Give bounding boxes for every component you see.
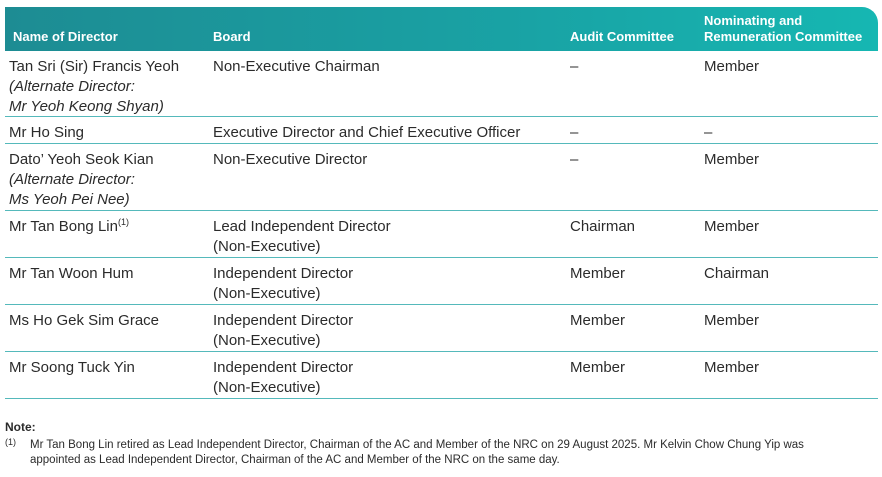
board-role: Lead Independent Director xyxy=(213,218,391,235)
table-row xyxy=(5,352,878,399)
board-role-cell xyxy=(213,358,569,398)
board-role: Independent Director xyxy=(213,312,354,329)
nrc-role: Member xyxy=(704,151,760,168)
board-role: Executive Director and Chief Executive Officer xyxy=(213,124,521,141)
board-role: Non-Executive Director xyxy=(213,151,368,168)
nrc-role: Member xyxy=(704,312,760,329)
table-row xyxy=(5,51,878,117)
table-row xyxy=(5,117,878,144)
director-name: Mr Ho Sing xyxy=(9,124,85,141)
nrc-role: Chairman xyxy=(704,265,770,282)
audit-committee-role: Chairman xyxy=(570,218,636,235)
table-row xyxy=(5,305,878,352)
director-name-cell xyxy=(9,57,209,117)
audit-committee-role: Member xyxy=(570,359,626,376)
footnote-marker: (1) xyxy=(5,437,16,447)
audit-committee-role: Member xyxy=(570,312,626,329)
table-row xyxy=(5,258,878,305)
header-nrc-line2: Remuneration Committee xyxy=(704,29,863,44)
director-name: Mr Soong Tuck Yin xyxy=(9,359,135,376)
alternate-director-name: Ms Yeoh Pei Nee) xyxy=(9,191,130,208)
nrc-role: Member xyxy=(704,58,760,75)
footnote-section xyxy=(5,420,877,468)
nrc-role: Member xyxy=(704,218,760,235)
audit-committee-role: – xyxy=(570,124,579,141)
board-role-qualifier: (Non-Executive) xyxy=(213,379,321,396)
header-nrc-line1: Nominating and xyxy=(704,13,803,28)
header-name-of-director: Name of Director xyxy=(13,29,118,44)
alternate-director-label: (Alternate Director: xyxy=(9,171,135,188)
board-role-qualifier: (Non-Executive) xyxy=(213,285,321,302)
nrc-role: Member xyxy=(704,359,760,376)
audit-committee-role: – xyxy=(570,151,579,168)
director-name: Mr Tan Bong Lin xyxy=(9,218,118,235)
board-role-qualifier: (Non-Executive) xyxy=(213,332,321,349)
header-audit-committee: Audit Committee xyxy=(570,29,674,44)
board-role-qualifier: (Non-Executive) xyxy=(213,238,321,255)
footnote-line1: Mr Tan Bong Lin retired as Lead Independent Director, Chairman of the AC and Member of the NRC on 29 August 2025. Mr Kelvin Chow Chung Yip was xyxy=(30,439,804,451)
note-title: Note: xyxy=(5,420,36,434)
nrc-role: – xyxy=(704,124,713,141)
director-name: Tan Sri (Sir) Francis Yeoh xyxy=(9,58,180,75)
alternate-director-label: (Alternate Director: xyxy=(9,78,135,95)
director-name: Ms Ho Gek Sim Grace xyxy=(9,312,160,329)
header-board: Board xyxy=(213,29,251,44)
footnote xyxy=(5,438,877,468)
alternate-director-name: Mr Yeoh Keong Shyan) xyxy=(9,98,164,115)
footnote-marker: (1) xyxy=(117,217,129,227)
director-name-cell xyxy=(9,217,209,237)
board-role: Independent Director xyxy=(213,359,354,376)
board-role: Independent Director xyxy=(213,265,354,282)
director-name: Dato’ Yeoh Seok Kian xyxy=(9,151,154,168)
directors-table xyxy=(5,7,878,399)
board-role-cell xyxy=(213,264,569,304)
board-role-cell xyxy=(213,311,569,351)
director-name-cell xyxy=(9,150,209,210)
director-name: Mr Tan Woon Hum xyxy=(9,265,134,282)
audit-committee-role: – xyxy=(570,58,579,75)
board-role-cell xyxy=(213,217,569,257)
audit-committee-role: Member xyxy=(570,265,626,282)
header-nrc xyxy=(704,13,862,45)
table-row xyxy=(5,144,878,211)
table-row xyxy=(5,211,878,258)
table-header xyxy=(5,7,878,51)
board-role: Non-Executive Chairman xyxy=(213,58,380,75)
footnote-line2: appointed as Lead Independent Director, Chairman of the AC and Member of the NRC on the same day. xyxy=(30,454,560,466)
